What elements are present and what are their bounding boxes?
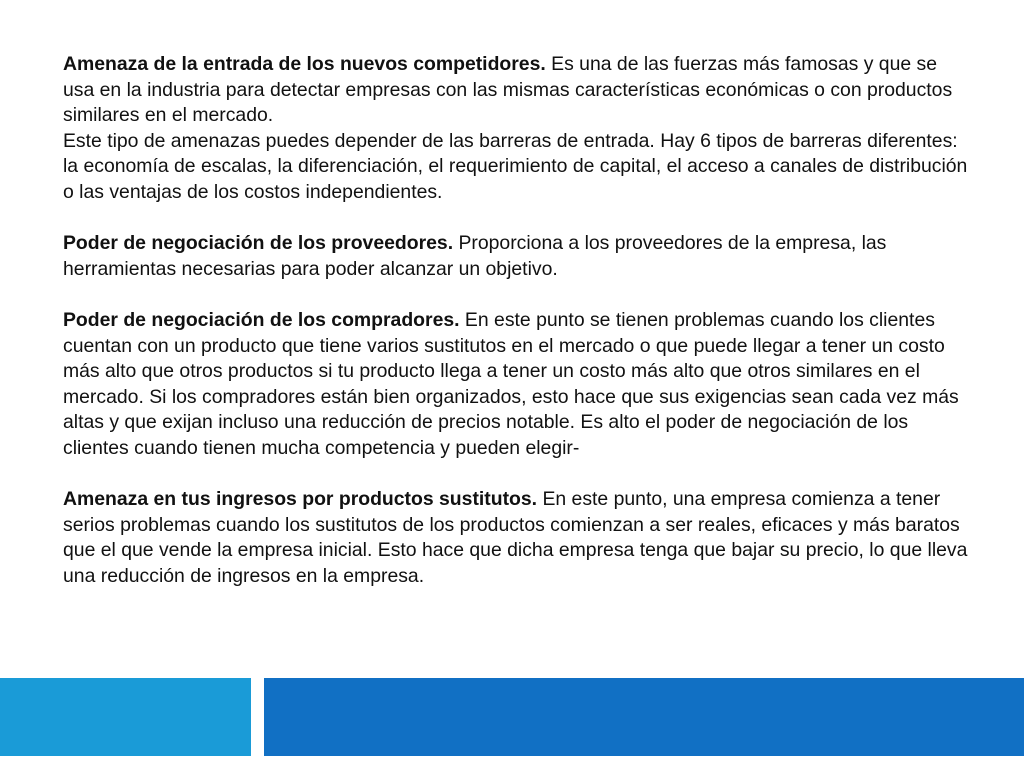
paragraph-line <box>63 52 968 129</box>
paragraph-compradores <box>63 308 968 462</box>
paragraph-extra: Este tipo de amenazas puedes depender de las barreras de entrada. Hay 6 tipos de barreras diferentes: la economía de escalas, la diferenciación, el requerimiento de capital, el acceso a canales de distribución o las ventajas de los costos independientes. <box>63 129 968 203</box>
paragraph-heading: Poder de negociación de los proveedores. <box>63 232 454 255</box>
footer-accent-bar-left <box>0 678 251 756</box>
paragraph-body: En este punto se tienen problemas cuando los clientes cuentan con un producto que tiene varios sustitutos en el mercado o que puede llegar a tener un costo más alto que otros productos si tu producto llega a tener un costo más alto que otros similares en el mercado. Si los compradores están bien organizados, esto hace que sus exigencias sean cada vez más altas y que exijan incluso una reducción de precios notable. Es alto el poder de negociación de los clientes cuando tienen mucha competencia y pueden elegir- <box>63 308 959 459</box>
paragraph-heading: Amenaza en tus ingresos por productos sustitutos. <box>63 488 538 511</box>
paragraph-heading: Amenaza de la entrada de los nuevos competidores. <box>63 53 546 75</box>
paragraph-proveedores <box>63 231 968 282</box>
paragraph-body: Proporciona a los proveedores de la empresa, las herramientas necesarias para poder alcanzar un objetivo. <box>63 232 887 280</box>
paragraph-heading: Poder de negociación de los compradores. <box>63 308 460 331</box>
slide-text-body <box>63 52 968 589</box>
paragraph-body: Es una de las fuerzas más famosas y que se usa en la industria para detectar empresas con las mismas características económicas o con productos similares en el mercado. <box>63 53 953 127</box>
footer-accent-bar-right <box>264 678 1024 756</box>
paragraph-sustitutos <box>63 487 968 589</box>
paragraph-body: En este punto, una empresa comienza a tener serios problemas cuando los sustitutos de los productos comienzan a ser reales, eficaces y más baratos que el que vende la empresa inicial. Esto hace que dicha empresa tenga que bajar su precio, lo que lleva una reducción de ingresos en la empresa. <box>63 488 968 587</box>
paragraph-nuevos-competidores <box>63 52 968 206</box>
